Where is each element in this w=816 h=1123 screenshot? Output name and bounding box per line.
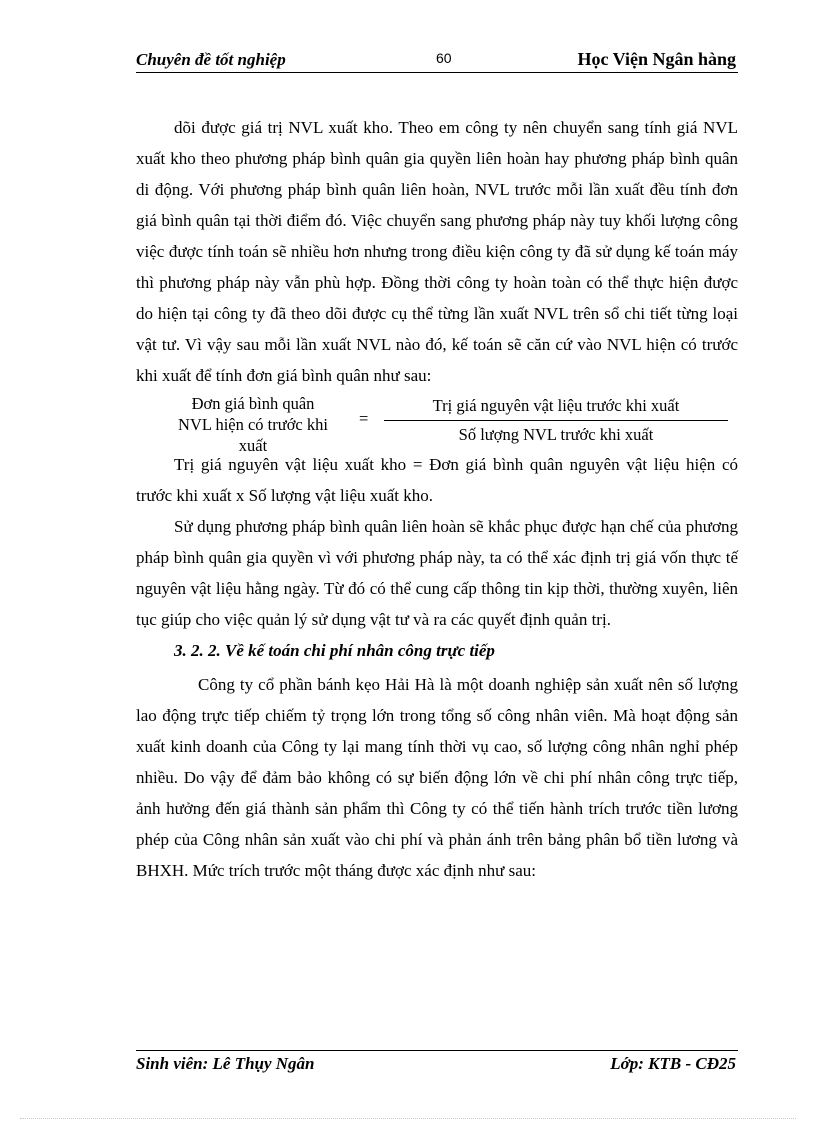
- section-heading: 3. 2. 2. Về kế toán chi phí nhân công trực tiếp: [174, 641, 495, 660]
- paragraph-2: Trị giá nguyên vật liệu xuất kho = Đơn giá bình quân nguyên vật liệu hiện có trước khi xuất x Số lượng vật liệu xuất kho.: [136, 455, 738, 505]
- formula-average-price: [136, 393, 738, 455]
- paragraph-1: dõi được giá trị NVL xuất kho. Theo em công ty nên chuyển sang tính giá NVL xuất kho theo phương pháp bình quân gia quyền liên hoàn hay phương pháp bình quân di động. Với phương pháp bình quân liên hoàn, NVL trước mỗi lần xuất đều tính đơn giá bình quân tại thời điểm đó. Việc chuyển sang phương pháp này tuy khối lượng công việc được tính toán sẽ nhiều hơn nhưng trong điều kiện công ty đã sử dụng kế toán máy thì phương pháp này vẫn phù hợp. Đồng thời công ty hoàn toàn có thể thực hiện được do hiện tại công ty đã theo dõi được cụ thể từng lần xuất NVL trên sổ chi tiết từng loại vật tư. Vì vậy sau mỗi lần xuất NVL nào đó, kế toán sẽ căn cứ vào NVL hiện có trước khi xuất để tính đơn giá bình quân như sau:: [136, 118, 738, 385]
- formula-equals: =: [359, 409, 369, 428]
- page-body: [136, 112, 738, 886]
- formula-lhs-line1: Đơn giá bình quân: [191, 394, 315, 413]
- paragraph-4: Công ty cổ phần bánh kẹo Hải Hà là một doanh nghiệp sản xuất nên số lượng lao động trực tiếp chiếm tỷ trọng lớn trong tổng số công nhân viên. Mà hoạt động sản xuất kinh doanh của Công ty lại mang tính thời vụ cao, số lượng công nhân nghỉ phép nhiều. Do vậy để đảm bảo không có sự biến động lớn về chi phí nhân công trực tiếp, ảnh hưởng đến giá thành sản phẩm thì Công ty có thể tiến hành trích trước tiền lương phép của Công nhân sản xuất vào chi phí và phản ánh trên bảng phân bổ tiền lương và BHXH. Mức trích trước một tháng được xác định như sau:: [136, 675, 738, 880]
- formula-denominator: Số lượng NVL trước khi xuất: [458, 425, 654, 444]
- footer-class: Lớp: KTB - CĐ25: [610, 1054, 736, 1073]
- formula-lhs-line2: NVL hiện có trước khi: [178, 415, 328, 434]
- formula-numerator: Trị giá nguyên vật liệu trước khi xuất: [384, 393, 728, 421]
- formula-lhs-line3: xuất: [238, 436, 268, 455]
- paragraph-3: Sử dụng phương pháp bình quân liên hoàn sẽ khắc phục được hạn chế của phương pháp bình quân gia quyền vì với phương pháp này, ta có thể xác định trị giá vốn thực tế nguyên vật liệu hằng ngày. Từ đó có thể cung cấp thông tin kịp thời, thường xuyên, liên tục giúp cho việc quản lý sử dụng vật tư và ra các quyết định quản trị.: [136, 517, 738, 629]
- formula-fraction: [384, 393, 728, 449]
- page-edge-divider: [20, 1118, 796, 1119]
- page-footer: [136, 1050, 738, 1081]
- footer-student: Sinh viên: Lê Thụy Ngân: [136, 1054, 315, 1073]
- page-number: 60: [436, 50, 452, 66]
- page-header: [136, 48, 738, 73]
- formula-lhs: [158, 393, 348, 456]
- header-title: Chuyên đề tốt nghiệp: [136, 50, 286, 69]
- header-institution: Học Viện Ngân hàng: [577, 49, 736, 69]
